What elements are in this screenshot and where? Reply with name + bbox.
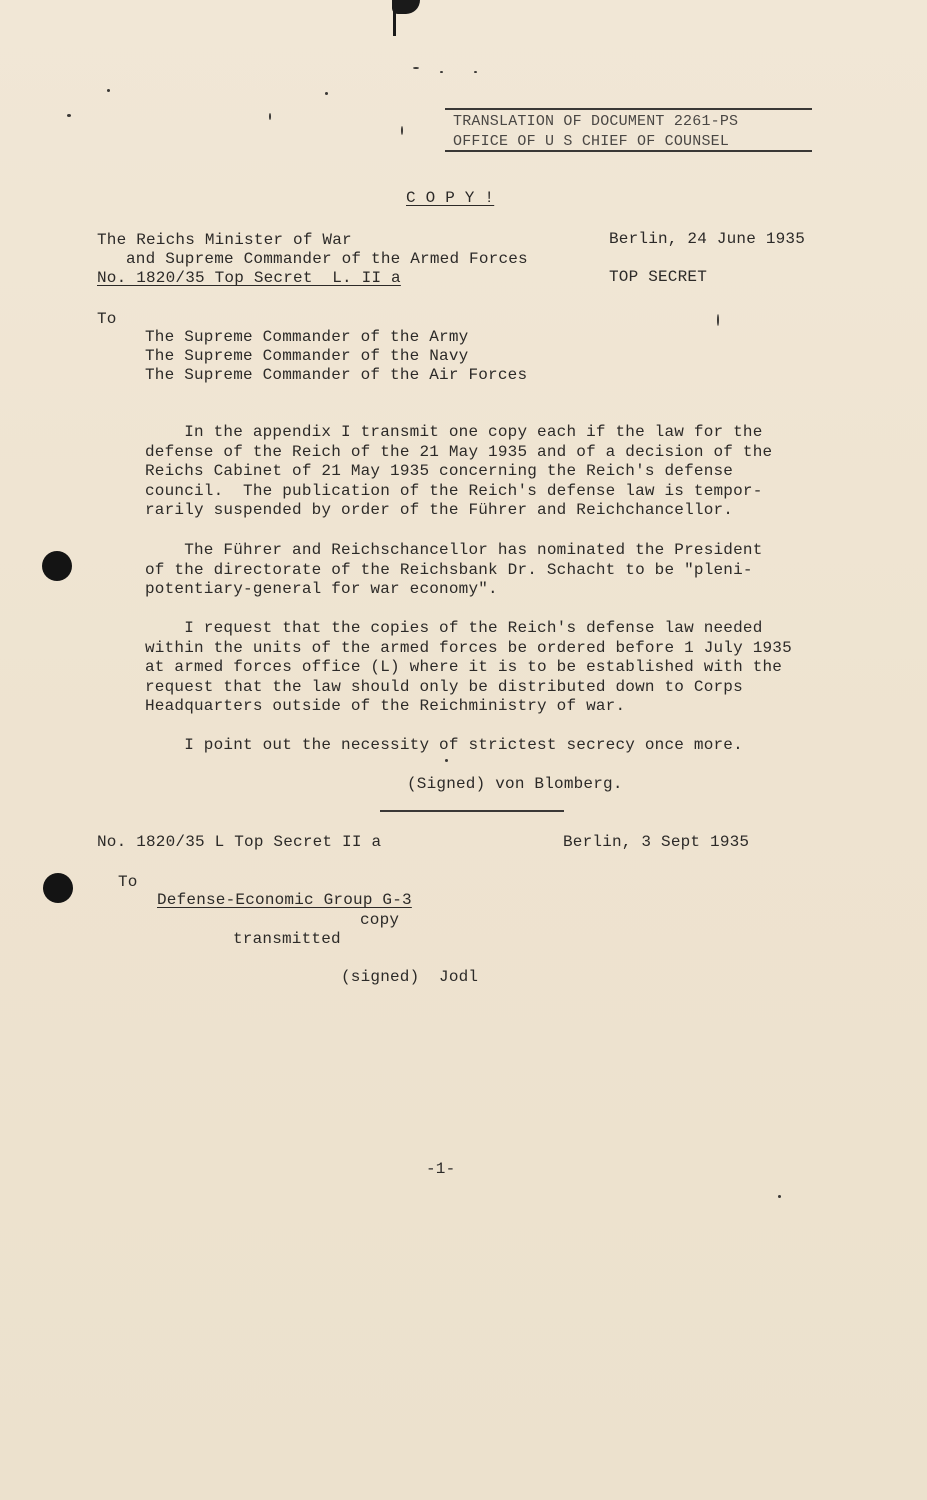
speck <box>717 314 719 326</box>
office-line: OFFICE OF U S CHIEF OF COUNSEL <box>453 133 730 150</box>
signature-jodl: (signed) Jodl <box>341 968 479 986</box>
page-number: -1- <box>426 1160 456 1178</box>
section-divider <box>380 810 564 812</box>
paragraph-appendix: In the appendix I transmit one copy each if the law for the defense of the Reich of the 21 May 1935 and of a decision of the Reichs Cabinet of 21 May 1935 concerning the Reich's defense council. The publication of the Reich's defense law is tempor- rarily suspended by order of the Führer and Reichchancellor. <box>145 423 773 519</box>
to-label-2: To <box>118 873 138 891</box>
second-date: Berlin, 3 Sept 1935 <box>563 833 750 851</box>
sender-line-1: The Reichs Minister of War <box>97 231 352 249</box>
paragraph-secrecy: I point out the necessity of strictest secrecy once more. <box>145 736 743 754</box>
defense-economic-group: Defense-Economic Group G-3 <box>157 891 412 909</box>
header-top-rule <box>445 108 812 110</box>
recipient-navy: The Supreme Commander of the Navy <box>145 347 469 365</box>
speck <box>325 92 328 95</box>
translation-line: TRANSLATION OF DOCUMENT 2261-PS <box>453 113 739 130</box>
recipient-army: The Supreme Commander of the Army <box>145 328 469 346</box>
to-label: To <box>97 310 117 328</box>
header-bottom-rule <box>445 150 812 152</box>
paragraph-request: I request that the copies of the Reich's defense law needed within the units of the armed forces be ordered before 1 July 1935 at armed forces office (L) where it is to be established with the request that the law should only be distributed down to Corps Headquarters outside of the Reichministry of war. <box>145 619 792 715</box>
sender-reference: No. 1820/35 Top Secret L. II a <box>97 269 401 287</box>
top-tear-stem <box>393 10 396 36</box>
speck <box>67 114 71 117</box>
speck <box>474 71 477 73</box>
copy-title: C O P Y ! <box>406 189 495 207</box>
speck <box>107 89 110 92</box>
speck <box>401 126 403 135</box>
paragraph-schacht: The Führer and Reichschancellor has nominated the President of the directorate of the Reichsbank Dr. Schacht to be "pleni- potentiary-general for war economy". <box>145 541 763 598</box>
speck <box>440 71 443 73</box>
top-tear-mark <box>392 0 420 14</box>
speck <box>778 1195 781 1198</box>
copy-word: copy <box>360 911 400 929</box>
sender-line-2: and Supreme Commander of the Armed Forces <box>126 250 528 268</box>
signature-blomberg: (Signed) von Blomberg. <box>407 775 623 793</box>
transmitted-word: transmitted <box>233 930 341 948</box>
recipient-air-forces: The Supreme Commander of the Air Forces <box>145 366 528 384</box>
classification-label: TOP SECRET <box>609 268 708 286</box>
speck <box>413 67 419 69</box>
punch-hole-lower <box>43 873 73 903</box>
second-reference: No. 1820/35 L Top Secret II a <box>97 833 382 851</box>
speck <box>445 759 448 762</box>
speck <box>269 113 271 120</box>
punch-hole-upper <box>42 551 72 581</box>
letter-date: Berlin, 24 June 1935 <box>609 230 806 248</box>
